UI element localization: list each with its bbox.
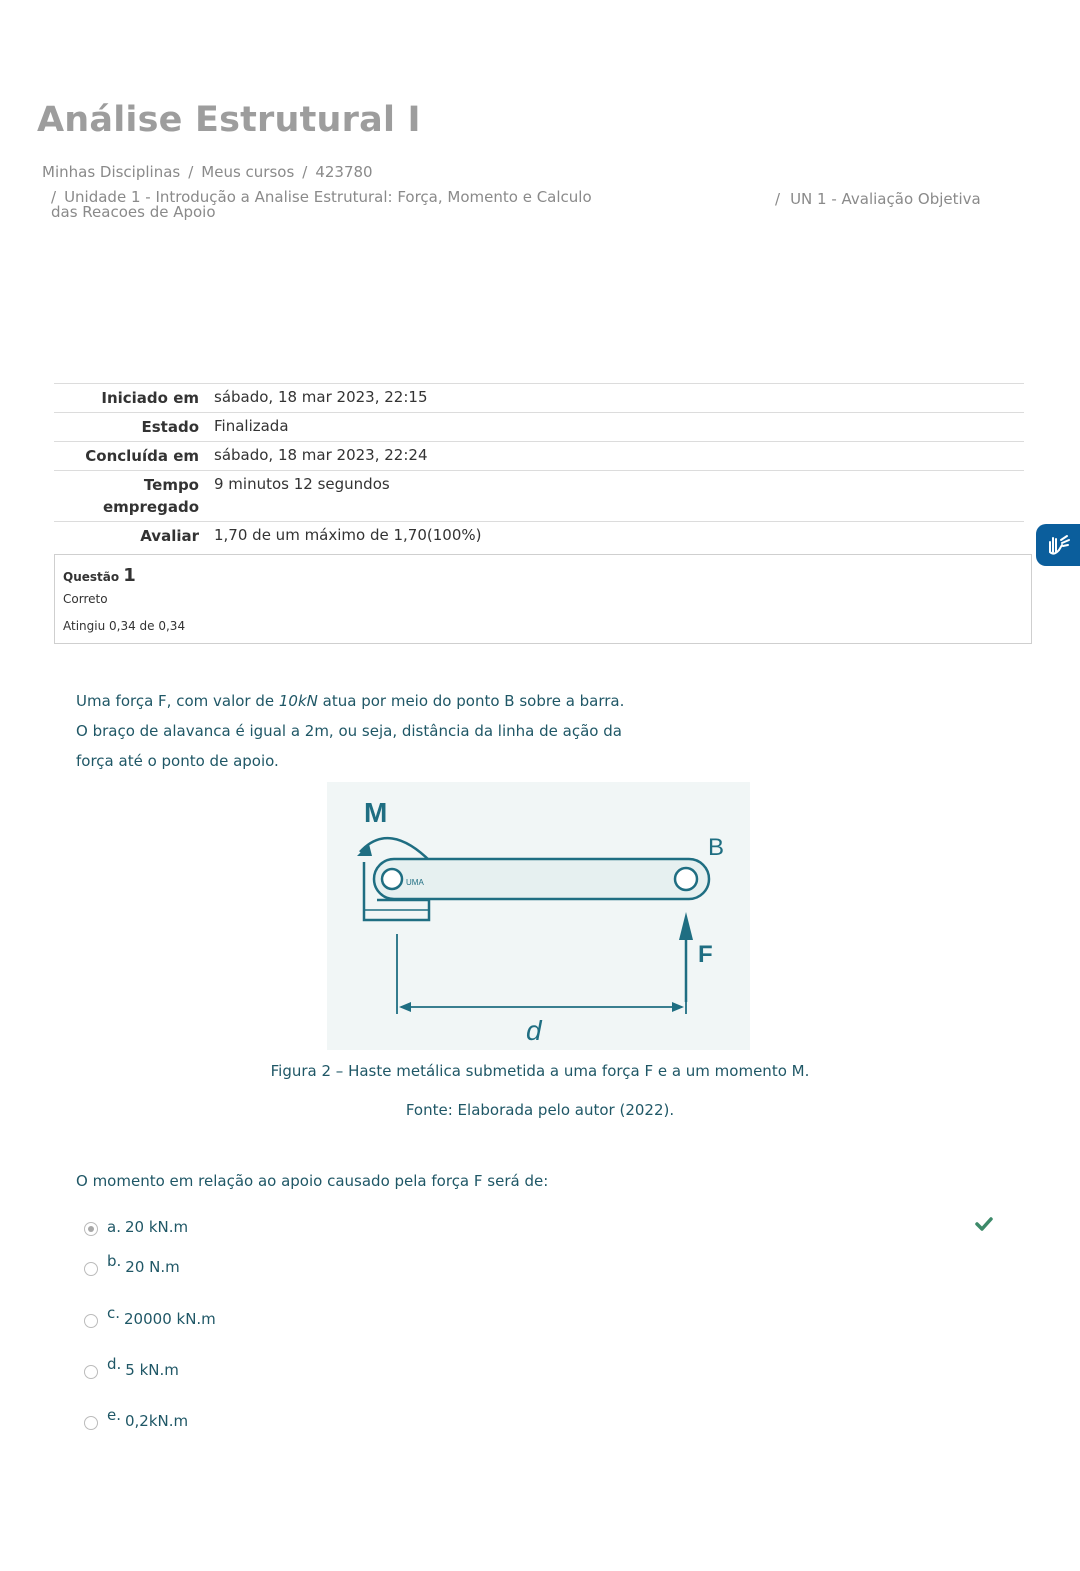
answer-option-d[interactable]: d. 5 kN.m xyxy=(84,1361,179,1379)
breadcrumb-meus-cursos[interactable]: Meus cursos xyxy=(201,163,295,181)
summary-label: Estado xyxy=(54,413,207,442)
radio-c[interactable] xyxy=(84,1314,98,1328)
summary-value: sábado, 18 mar 2023, 22:15 xyxy=(207,384,1024,413)
summary-value: 1,70 de um máximo de 1,70(100%) xyxy=(207,522,1024,551)
hand-sign-icon xyxy=(1045,532,1071,558)
radio-d[interactable] xyxy=(84,1365,98,1379)
question-prompt: O momento em relação ao apoio causado pela força F será de: xyxy=(76,1172,549,1190)
label-d: d xyxy=(526,1015,542,1046)
breadcrumb-course-id[interactable]: 423780 xyxy=(315,163,373,181)
check-icon xyxy=(975,1216,993,1236)
bar xyxy=(374,859,709,899)
lever-figure xyxy=(327,782,750,1050)
radio-e[interactable] xyxy=(84,1416,98,1430)
force-value: 10kN xyxy=(278,692,318,710)
dim-arrow-right xyxy=(672,1002,684,1012)
label-f: F xyxy=(698,941,713,968)
summary-label: Concluída em xyxy=(54,442,207,471)
figure-caption: Figura 2 – Haste metálica submetida a uma força F e a um momento M. xyxy=(270,1062,810,1080)
breadcrumb: Minhas Disciplinas / Meus cursos / 423780 xyxy=(42,163,373,181)
summary-label: Iniciado em xyxy=(54,384,207,413)
answer-option-a[interactable]: a. 20 kN.m xyxy=(84,1218,188,1236)
breadcrumb-quiz[interactable]: / UN 1 - Avaliação Objetiva xyxy=(775,190,981,208)
summary-value: Finalizada xyxy=(207,413,1024,442)
radio-b[interactable] xyxy=(84,1262,98,1276)
radio-a[interactable] xyxy=(84,1222,98,1236)
label-m: M xyxy=(364,797,388,828)
breadcrumb-unit[interactable]: / Unidade 1 - Introdução a Analise Estrutural: Força, Momento e Calculo das Reacoes de Apoio xyxy=(51,188,592,221)
pin-a xyxy=(382,869,402,889)
summary-row-started xyxy=(54,384,1024,413)
summary-row-time xyxy=(54,471,1024,522)
summary-row-completed xyxy=(54,442,1024,471)
moment-arrow-head xyxy=(357,844,372,856)
pin-b xyxy=(675,868,697,890)
question-info-box xyxy=(54,554,1032,644)
question-state: Correto xyxy=(63,592,108,606)
attempt-summary-table xyxy=(54,383,1024,550)
question-text: Uma força F, com valor de 10kN atua por meio do ponto B sobre a barra. O braço de alavanca é igual a 2m, ou seja, distância da linha de ação da força até o ponto de apoio. xyxy=(76,692,625,770)
summary-label: Tempo empregado xyxy=(54,471,207,522)
page-title: Análise Estrutural I xyxy=(37,100,421,140)
figure-source: Fonte: Elaborada pelo autor (2022). xyxy=(405,1101,675,1119)
summary-value: 9 minutos 12 segundos xyxy=(207,471,1024,522)
dim-arrow-left xyxy=(399,1002,411,1012)
lever-diagram xyxy=(327,782,750,1050)
answer-option-b[interactable]: b. 20 N.m xyxy=(84,1258,180,1276)
force-arrow-head xyxy=(679,912,693,940)
label-uma: UMA xyxy=(406,878,424,887)
question-grade: Atingiu 0,34 de 0,34 xyxy=(63,619,186,633)
accessibility-widget-button[interactable] xyxy=(1036,524,1080,566)
breadcrumb-minhas-disciplinas[interactable]: Minhas Disciplinas xyxy=(42,163,181,181)
summary-row-state xyxy=(54,413,1024,442)
summary-row-grade xyxy=(54,522,1024,551)
summary-value: sábado, 18 mar 2023, 22:24 xyxy=(207,442,1024,471)
label-b: B xyxy=(708,834,725,861)
question-number: Questão 1 xyxy=(63,565,136,586)
summary-label: Avaliar xyxy=(54,522,207,551)
answer-option-c[interactable]: c. 20000 kN.m xyxy=(84,1310,216,1328)
answer-option-e[interactable]: e. 0,2kN.m xyxy=(84,1412,188,1430)
